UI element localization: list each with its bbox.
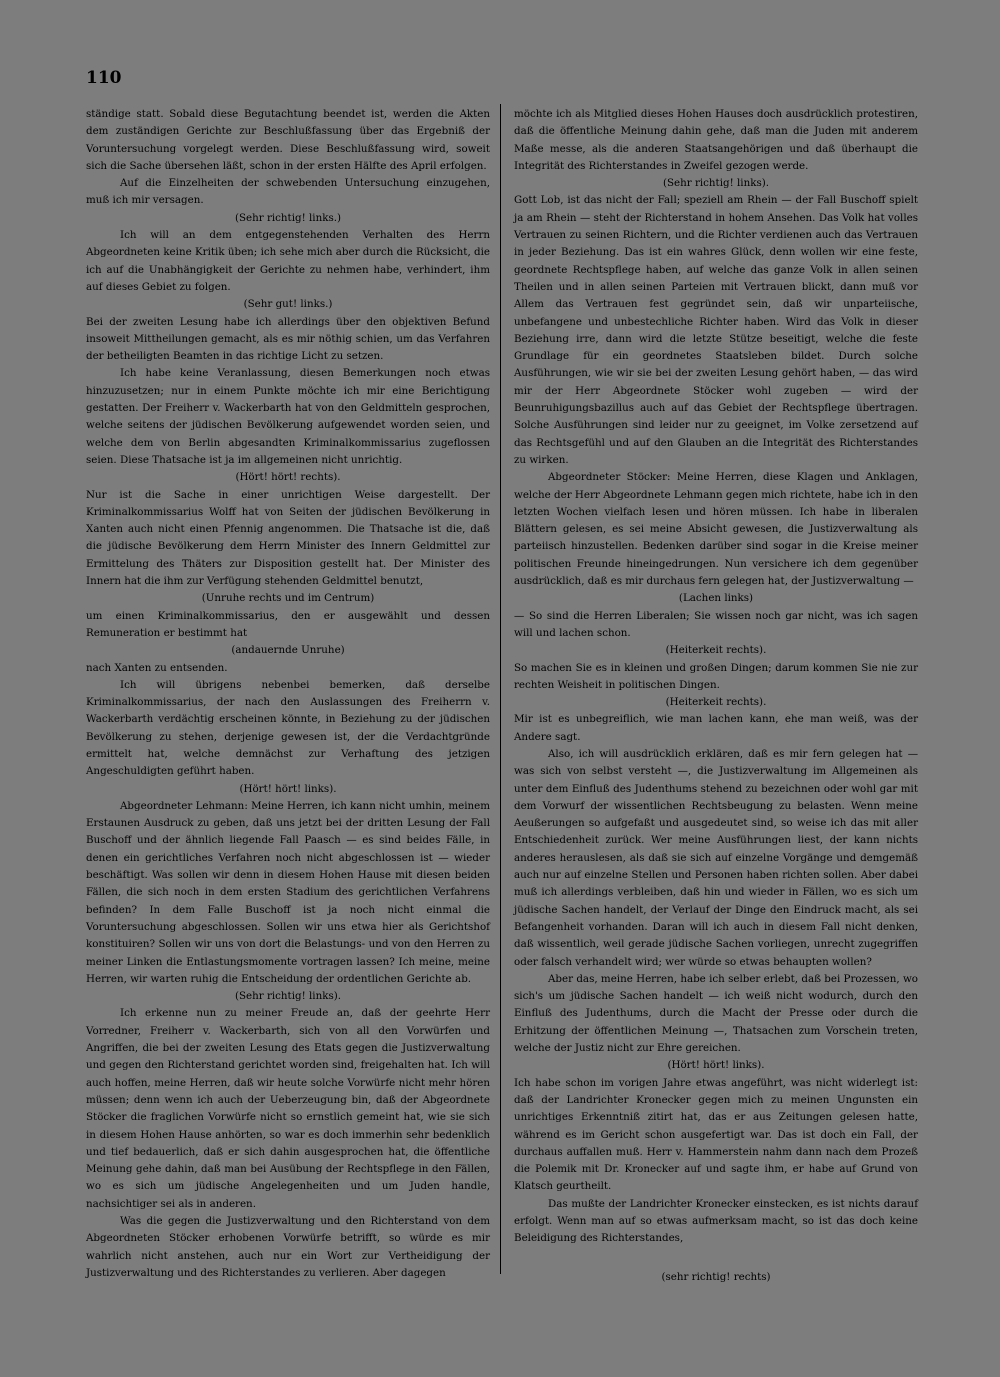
right-column bbox=[514, 106, 918, 1286]
paragraph: ständige statt. Sobald diese Begutachtung beendet ist, werden die Akten dem zuständigen Gerichte zur Beschlußfassung über das Ergebniß der Voruntersuchung vorgelegt werden. Diese Beschlußfassung wird, soweit sich die Sache übersehen läßt, schon in der ersten Hälfte des April erfolgen. bbox=[86, 108, 490, 172]
interjection: (Sehr richtig! links). bbox=[234, 990, 342, 1003]
paragraph: nach Xanten zu entsenden. bbox=[86, 661, 228, 674]
interjection: (sehr richtig! rechts) bbox=[661, 1270, 771, 1283]
paragraph: Abgeordneter Lehmann: Meine Herren, ich kann nicht umhin, meinem Erstaunen Ausdruck zu geben, daß uns jetzt bei der dritten Lesung der Fall Buschoff und der ähnlich liegende Fall Paasch — es sind beides Fälle, in denen ein gerichtliches Verfahren noch nicht abgeschlossen ist — wieder beschäftigt. Was sollen wir denn in diesem Hohen Hause mit diesen beiden Fällen, die sich noch in dem ersten Stadium des gerichtlichen Verfahrens befinden? In dem Falle Buschoff ist ja noch nicht einmal die Voruntersuchung abgeschlossen. Sollen wir uns etwa hier als Gerichtshof konstituiren? Sollen wir uns von dort die Belastungs- und von den Herren zu meiner Linken die Entlastungsmomente vortragen lassen? Ich meine, meine Herren, wir warten ruhig die Entscheidung der ordentlichen Gerichte ab. bbox=[86, 799, 490, 985]
paragraph: — So sind die Herren Liberalen; Sie wissen noch gar nicht, was ich sagen will und lachen schon. bbox=[514, 609, 918, 639]
paragraph: Auf die Einzelheiten der schwebenden Untersuchung einzugehen, muß ich mir versagen. bbox=[86, 177, 490, 207]
interjection: (Unruhe rechts und im Centrum) bbox=[201, 592, 375, 605]
paragraph: Ich habe keine Veranlassung, diesen Bemerkungen noch etwas hinzuzusetzen; nur in einem Punkte möchte ich mir eine Berichtigung gestatten. Der Freiherr v. Wackerbarth hat von den Geldmitteln gesprochen, welche seitens der jüdischen Bevölkerung aufgewendet worden seien, und welche dem von Berlin abgesandten Kriminalkommissarius zugeflossen seien. Diese Thatsache ist ja im allgemeinen nicht unrichtig. bbox=[86, 367, 490, 466]
paragraph: Aber das, meine Herren, habe ich selber erlebt, daß bei Prozessen, wo sich's um jüdische Sachen handelt — ich weiß nicht wodurch, durch den Einfluß des Judenthums, durch die Macht der Presse oder durch die Erhitzung der öffentlichen Meinung —, Thatsachen zum Vorschein treten, welche der Justiz nicht zur Ehre gereichen. bbox=[514, 972, 918, 1055]
left-column bbox=[86, 106, 490, 1282]
paragraph: Ich will übrigens nebenbei bemerken, daß derselbe Kriminalkommissarius, der nach den Auslassungen des Freiherrn v. Wackerbarth verdächtig erscheinen könnte, in Beziehung zu der jüdischen Bevölkerung zu stehen, derjenige gewesen ist, der die Verdachtgründe ermittelt hat, welche demnächst zur Verhaftung des jetzigen Angeschuldigten geführt haben. bbox=[86, 678, 490, 778]
paragraph: Ich erkenne nun zu meiner Freude an, daß der geehrte Herr Vorredner, Freiherr v. Wackerbarth, sich von all den Vorwürfen und Angriffen, die bei der zweiten Lesung des Etats gegen die Justizverwaltung und gegen den Richterstand gerichtet worden sind, freigehalten hat. Ich will auch hoffen, meine Herren, daß wir heute solche Vorwürfe nicht mehr hören müssen; denn wenn ich auch der Ueberzeugung bin, daß der Abgeordnete Stöcker die fraglichen Vorwürfe nicht so ernstlich gemeint hat, wie sie sich in diesem Hohen Hause anhörten, so war es doch immerhin sehr bedenklich und tief bedauerlich, daß er sich dahin ausgesprochen hat, die öffentliche Meinung gehe dahin, daß man bei Ausübung der Rechtspflege in den Fällen, wo es sich um jüdische Angelegenheiten und um Juden handle, nachsichtiger sei als in anderen. bbox=[86, 1007, 490, 1210]
interjection: (Hört! hört! links). bbox=[239, 782, 337, 795]
paragraph: Also, ich will ausdrücklich erklären, daß es mir fern gelegen hat — was sich von selbst versteht —, die Justizverwaltung im Allgemeinen als unter dem Einfluß des Judenthums stehend zu bezeichnen oder wohl gar mit dem Vorwurf der wissentlichen Rechtsbeugung zu belasten. Wenn meine Aeußerungen so aufgefaßt und ausgedeutet sind, so weise ich das mit aller Entschiedenheit zurück. Wer meine Ausführungen liest, der kann nichts anderes herauslesen, als daß sie sich auf einzelne Vorgänge und demgemäß auch nur auf einzelne Stellen und Personen haben richten sollen. Aber dabei muß ich allerdings verbleiben, daß hin und wieder in Fällen, wo es sich um jüdische Sachen handelt, der Verlauf der Dinge den Eindruck macht, als sei Befangenheit vorhanden. Daran will ich auch in diesem Fall nicht denken, daß wissentlich, weil gerade jüdische Sachen vorliegen, unrecht zugegriffen oder falsch verhandelt wird; wer würde so etwas behaupten wollen? bbox=[514, 747, 918, 968]
interjection: (Heiterkeit rechts). bbox=[665, 644, 767, 657]
interjection: (Sehr gut! links.) bbox=[243, 298, 333, 311]
paragraph: Das mußte der Landrichter Kronecker einstecken, es ist nichts darauf erfolgt. Wenn man auf so etwas aufmerksam macht, so ist das doch keine Beleidigung des Richterstandes, bbox=[514, 1197, 918, 1245]
paragraph: So machen Sie es in kleinen und großen Dingen; darum kommen Sie nie zur rechten Weisheit in politischen Dingen. bbox=[514, 661, 918, 691]
interjection: (andauernde Unruhe) bbox=[231, 644, 345, 657]
paragraph: Bei der zweiten Lesung habe ich allerdings über den objektiven Befund insoweit Mittheilungen gemacht, als es mir nöthig schien, um das Verfahren der betheiligten Beamten in das richtige Licht zu setzen. bbox=[86, 315, 490, 363]
paragraph: möchte ich als Mitglied dieses Hohen Hauses doch ausdrücklich protestiren, daß die öffentliche Meinung dahin gehe, daß man die Juden mit anderem Maße messe, als die anderen Staatsangehörigen und daß überhaupt die Integrität des Richterstandes in Zweifel gezogen werde. bbox=[514, 108, 918, 172]
paragraph: Ich will an dem entgegenstehenden Verhalten des Herrn Abgeordneten keine Kritik üben; ich sehe mich aber durch die Rücksicht, die ich auf die Unabhängigkeit der Gerichte zu nehmen habe, verhindert, ihm auf dieses Gebiet zu folgen. bbox=[86, 229, 490, 293]
paragraph: Abgeordneter Stöcker: Meine Herren, diese Klagen und Anklagen, welche der Herr Abgeordnete Lehmann gegen mich richtete, habe ich in den letzten Wochen vielfach lesen und hören müssen. Ich habe in liberalen Blättern gelesen, es sei meine Absicht gewesen, die Justizverwaltung als parteiisch hinzustellen. Bedenken darüber sind sogar in die Kreise meiner politischen Freunde hineingedrungen. Nun versichere ich dem gegenüber ausdrücklich, daß es mir durchaus fern gelegen hat, der Justizverwaltung — bbox=[514, 471, 918, 588]
interjection: (Lachen links) bbox=[678, 592, 754, 605]
paragraph: um einen Kriminalkommissarius, den er ausgewählt und dessen Remuneration er bestimmt hat bbox=[86, 609, 490, 639]
page-number: 110 bbox=[86, 68, 122, 88]
paragraph: Mir ist es unbegreiflich, wie man lachen kann, ehe man weiß, was der Andere sagt. bbox=[514, 713, 918, 743]
paragraph: Ich habe schon im vorigen Jahre etwas angeführt, was nicht widerlegt ist: daß der Landrichter Kronecker gegen mich zu meinen Ungunsten ein unrichtiges Erkenntniß zitirt hat, das er aus Zeitungen gelesen hatte, während es im Gericht schon ausgefertigt war. Das ist doch ein Fall, der durchaus auffallen muß. Herr v. Hammerstein nahm dann nach dem Prozeß die Polemik mit Dr. Kronecker auf und sagte ihm, er habe auf Grund von Klatsch geurtheilt. bbox=[514, 1076, 918, 1193]
interjection: (Hört! hört! rechts). bbox=[235, 471, 341, 484]
paragraph: Gott Lob, ist das nicht der Fall; speziell am Rhein — der Fall Buschoff spielt ja am Rhein — steht der Richterstand in hohem Ansehen. Das Volk hat volles Vertrauen zu seinen Richtern, und die Richter verdienen auch das Vertrauen in jeder Beziehung. Das ist ein wahres Glück, denn wollen wir eine feste, geordnete Rechtspflege haben, auf welche das ganze Volk in allen seinen Theilen und in allen seinen Parteien mit Vertrauen blickt, dann muß vor Allem das Vertrauen fest gegründet sein, daß wir unparteiische, unbefangene und unbestechliche Richter haben. Wird das Volk in dieser Beziehung irre, dann wird die letzte Stütze beseitigt, welche die feste Grundlage für ein geordnetes Staatsleben bildet. Durch solche Ausführungen, wie wir sie bei der zweiten Lesung gehört haben, — das wird mir der Herr Abgeordnete Stöcker wohl zugeben — wird der Beunruhigungsbazillus auch auf das Gebiet der Rechtspflege übertragen. Solche Ausführungen sind leider nur zu geeignet, im Volke zersetzend auf das Rechtsgefühl und auf den Glauben an die Integrität des Richterstandes zu wirken. bbox=[514, 194, 918, 466]
interjection: (Sehr richtig! links). bbox=[662, 177, 770, 190]
column-divider bbox=[500, 104, 501, 1274]
interjection: (Hört! hört! links). bbox=[667, 1059, 765, 1072]
paragraph: Was die gegen die Justizverwaltung und den Richterstand von dem Abgeordneten Stöcker erhobenen Vorwürfe betrifft, so würde es mir wahrlich nicht anstehen, auch nur ein Wort zur Vertheidigung der Justizverwaltung und des Richterstandes zu verlieren. Aber dagegen bbox=[86, 1215, 490, 1279]
interjection: (Sehr richtig! links.) bbox=[234, 211, 342, 224]
paragraph: Nur ist die Sache in einer unrichtigen Weise dargestellt. Der Kriminalkommissarius Wolff hat von Seiten der jüdischen Bevölkerung in Xanten auch nicht einen Pfennig angenommen. Die Thatsache ist die, daß die jüdische Bevölkerung dem Herrn Minister des Innern Geldmittel zur Ermittelung des Thäters zur Disposition gestellt hat. Der Minister des Innern hat die ihm zur Verfügung stehenden Geldmittel benutzt, bbox=[86, 488, 490, 588]
interjection: (Heiterkeit rechts). bbox=[665, 696, 767, 709]
